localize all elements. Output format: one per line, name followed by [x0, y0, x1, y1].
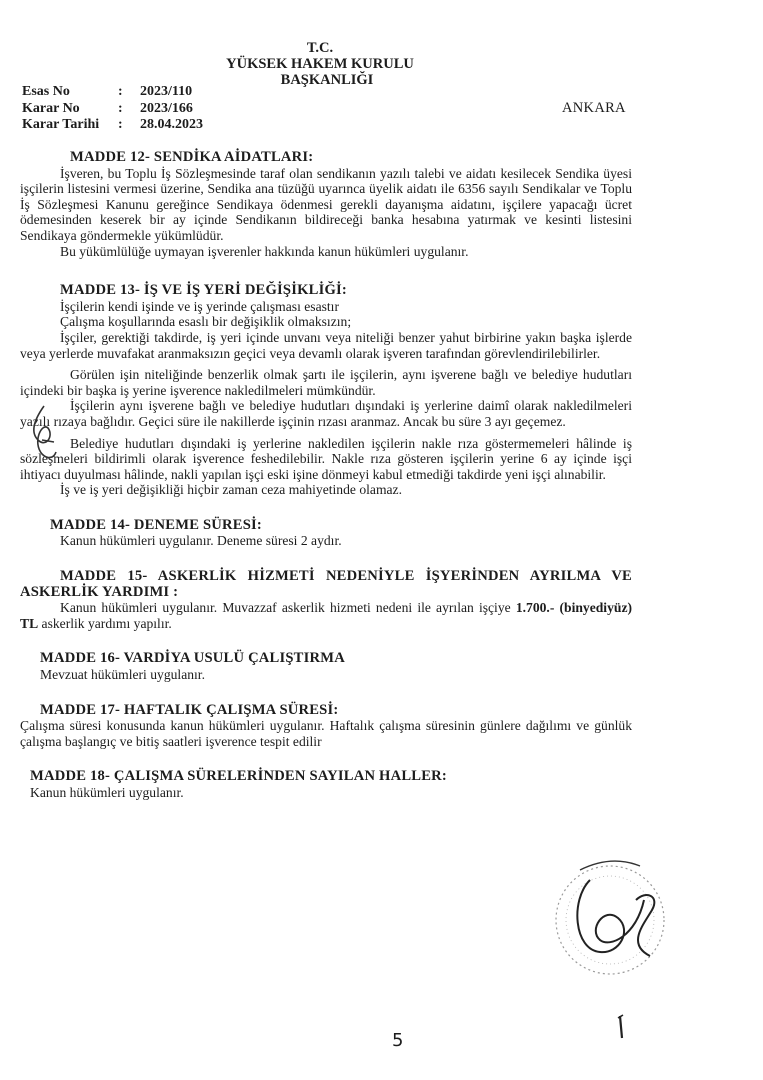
meta-value: 2023/166	[140, 100, 193, 116]
article-17-paragraph: Çalışma süresi konusunda kanun hükümleri uygulanır. Haftalık çalışma süresinin günlere dağılımı ve günlük çalışma başlangıç ve bitiş saatleri işverence tespit edilir	[20, 718, 632, 749]
city-label: ANKARA	[562, 100, 626, 116]
article-12-paragraph: İşveren, bu Toplu İş Sözleşmesinde taraf olan sendikanın yazılı talebi ve aidatı kesilecek Sendika üyesi işçilerin listesini vermesi üzerine, Sendika ana tüzüğü uyarınca üyelik aidatı ile 6356 sayılı Sendikalar ve Toplu İş Sözleşmesi Kanunu gereğince Sendikaya ödenmesi gerekli dayanışma aidatını, işçilere yapacağı ücret ödemesinden keserek bir ay içinde Sendikanın bildireceği banka hesabına yatırmak ve kesinti listesini Sendikaya göndermekle yükümlüdür.	[20, 165, 632, 243]
article-17-title: MADDE 17- HAFTALIK ÇALIŞMA SÜRESİ:	[40, 701, 339, 718]
article-13-paragraph: İş ve iş yeri değişikliği hiçbir zaman ceza mahiyetinde olamaz.	[60, 482, 402, 498]
meta-label: Karar No	[22, 100, 80, 116]
article-13-paragraph: İşçilerin aynı işverene bağlı ve belediye hudutları dışındaki iş yerlerine daimî olarak nakledilmeleri yazılı rızaya bağlıdır. Geçici süre ile nakillerde işçinin rızası aranmaz. Ancak bu süre 3 ayı geçemez.	[20, 398, 632, 429]
meta-sep: :	[118, 117, 123, 132]
article-18-paragraph: Kanun hükümleri uygulanır.	[30, 785, 184, 800]
article-18-title: MADDE 18- ÇALIŞMA SÜRELERİNDEN SAYILAN HALLER:	[30, 768, 447, 785]
article-15-text-end: askerlik yardımı yapılır.	[38, 615, 172, 631]
article-14-title: MADDE 14- DENEME SÜRESİ:	[50, 516, 262, 533]
meta-row-esas	[22, 84, 203, 101]
meta-label: Karar Tarihi	[22, 117, 100, 132]
article-13-paragraph: İşçilerin kendi işinde ve iş yerinde çalışması esastır	[60, 298, 339, 314]
article-14-paragraph: Kanun hükümleri uygulanır. Deneme süresi 2 aydır.	[60, 533, 342, 549]
document-header	[175, 40, 465, 88]
article-13-paragraph: Görülen işin niteliğinde benzerlik olmak şartı ile işçilerin, aynı işverene bağlı ve belediye hudutları içindeki bir başka iş yerine işverence nakledilmeleri mümkündür.	[20, 367, 632, 398]
header-line-presidency: BAŞKANLIĞI	[280, 72, 374, 88]
article-13-paragraph: Çalışma koşullarında esaslı bir değişiklik olmaksızın;	[60, 314, 352, 330]
article-13-title: MADDE 13- İŞ VE İŞ YERİ DEĞİŞİKLİĞİ:	[60, 282, 347, 299]
page-number: 5	[392, 1030, 404, 1051]
article-16-paragraph: Mevzuat hükümleri uygulanır.	[40, 667, 205, 683]
meta-label: Esas No	[22, 84, 70, 99]
initial-mark	[614, 1012, 628, 1042]
article-13-paragraph: İşçiler, gerektiği takdirde, iş yeri içinde unvanı veya niteliği benzer yahut birbirine yakın başka işlerde veya yerlerde muvafakat aranmaksızın geçici veya devamlı olarak işveren tarafından görevlendirilebilirler.	[20, 329, 632, 361]
meta-row-date	[22, 117, 203, 134]
article-15-title: MADDE 15- ASKERLİK HİZMETİ NEDENİYLE İŞYERİNDEN AYRILMA VE ASKERLİK YARDIMI :	[20, 568, 632, 600]
article-15-text: Kanun hükümleri uygulanır. Muvazzaf askerlik hizmeti nedeni ile ayrılan işçiye	[60, 600, 516, 616]
signature-mark	[24, 402, 64, 472]
case-metadata	[22, 84, 203, 134]
article-13-paragraph: Belediye hudutları dışındaki iş yerlerine nakledilen işçilerin nakle rıza göstermemeleri hâlinde iş sözleşmeleri bildirimli olarak işverence feshedilebilir. Nakle rıza gösteren işçilerin yerine 6 ay içinde işçi ihtiyacı duyulması hâlinde, nakli yapılan işçi eski işine dönmeyi kabul etmediği takdirde yeni işçi alınabilir.	[20, 435, 632, 482]
meta-sep: :	[118, 84, 123, 99]
document-body	[20, 150, 632, 801]
article-15-amount: 1.700.- (binyediyüz) TL	[20, 600, 633, 631]
article-12-title: MADDE 12- SENDİKA AİDATLARI:	[70, 149, 314, 165]
meta-value: 2023/110	[140, 84, 193, 99]
meta-row-karar	[22, 101, 203, 118]
article-12-paragraph: Bu yükümlülüğe uymayan işverenler hakkında kanun hükümleri uygulanır.	[60, 243, 469, 259]
header-line-tc: T.C.	[306, 40, 334, 56]
article-15-paragraph	[20, 600, 632, 631]
stamp-seal	[540, 840, 690, 990]
meta-value: 28.04.2023	[140, 117, 203, 132]
meta-sep: :	[118, 100, 123, 116]
header-line-institution: YÜKSEK HAKEM KURULU	[226, 56, 414, 72]
article-16-title: MADDE 16- VARDİYA USULÜ ÇALIŞTIRMA	[40, 650, 345, 667]
